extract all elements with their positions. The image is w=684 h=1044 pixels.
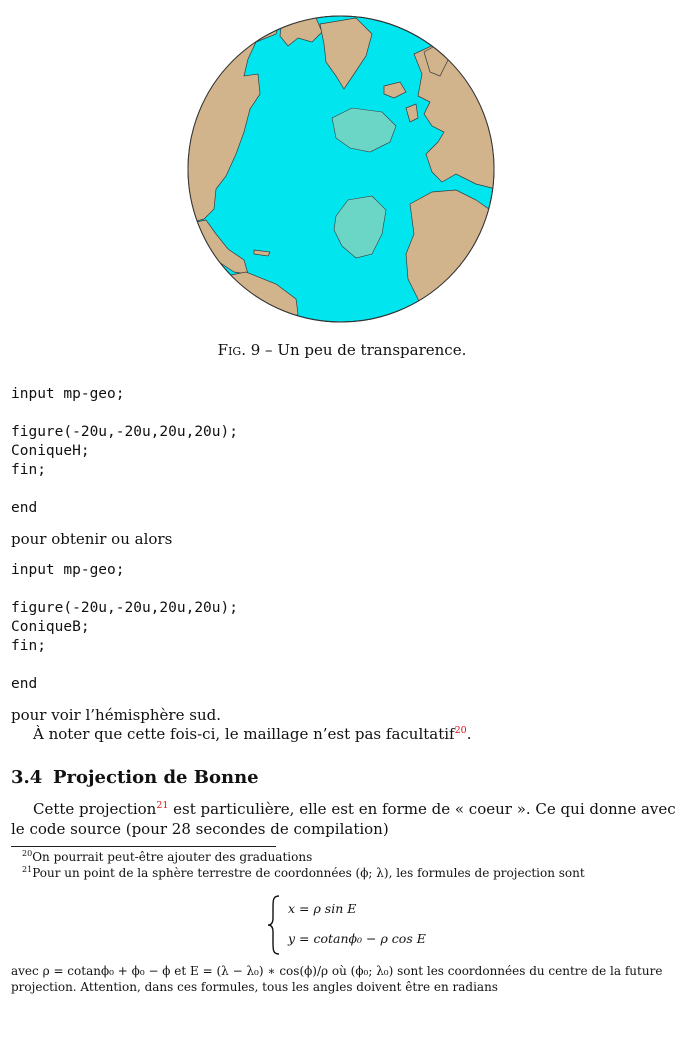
paragraph-hemisphere: pour voir l’hémisphère sud. <box>11 706 221 724</box>
africa <box>406 190 496 324</box>
footnote-21-text: Pour un point de la sphère terrestre de coordonnées (ϕ; λ), les formules de projection sont <box>32 866 585 880</box>
globe-figure <box>186 14 496 324</box>
paragraph-maillage-text: À noter que cette fois-ci, le maillage n’est pas facultatif <box>33 725 455 743</box>
paragraph-obtenir: pour obtenir ou alors <box>11 530 173 548</box>
paragraph-maillage <box>33 724 471 744</box>
footnote-20-number: 20 <box>22 849 33 858</box>
equation-y: y = cotanϕ₀ − ρ cos E <box>288 931 426 946</box>
footnote-20 <box>22 849 684 865</box>
footnote-20-text: On pourrait peut-être ajouter des graduations <box>32 850 313 864</box>
equation-x: x = ρ sin E <box>288 901 357 916</box>
code-block-coniqueb: input mp-geo; figure(-20u,-20u,20u,20u); ConiqueB; fin; end <box>11 562 238 692</box>
section-title: Projection de Bonne <box>53 767 259 788</box>
figure-caption-text: – Un peu de transparence. <box>260 341 467 359</box>
figure-caption <box>0 341 684 359</box>
globe-map-icon <box>186 14 496 324</box>
paragraph-bonne <box>11 799 676 839</box>
footnote-21 <box>22 865 684 881</box>
section-number: 3.4 <box>11 767 43 788</box>
paragraph-bonne-start: Cette projection <box>33 800 157 818</box>
footnote-rule <box>11 846 276 847</box>
figure-label: Fig. 9 <box>217 341 261 359</box>
footnote-ref-20[interactable]: 20 <box>454 725 467 736</box>
paragraph-bonne-rest: est particulière, elle est en forme de « coeur ». Ce qui donne avec le code source (pour 28 secondes de compilation) <box>11 800 676 838</box>
left-brace-icon <box>265 894 283 956</box>
footnote-21-number: 21 <box>22 865 33 874</box>
code-block-coniqueh: input mp-geo; figure(-20u,-20u,20u,20u); ConiqueH; fin; end <box>11 386 238 516</box>
paragraph-maillage-tail: . <box>466 725 472 743</box>
footnote-ref-21[interactable]: 21 <box>156 800 169 811</box>
footnote-21-explanation: avec ρ = cotanϕ₀ + ϕ₀ − ϕ et E = (λ − λ₀) ∗ cos(ϕ)/ρ où (ϕ₀; λ₀) sont les coordonnées du centre de la future projection. Attention, dans ces formules, tous les angles doivent être en radians <box>11 964 663 994</box>
section-heading <box>11 767 259 788</box>
